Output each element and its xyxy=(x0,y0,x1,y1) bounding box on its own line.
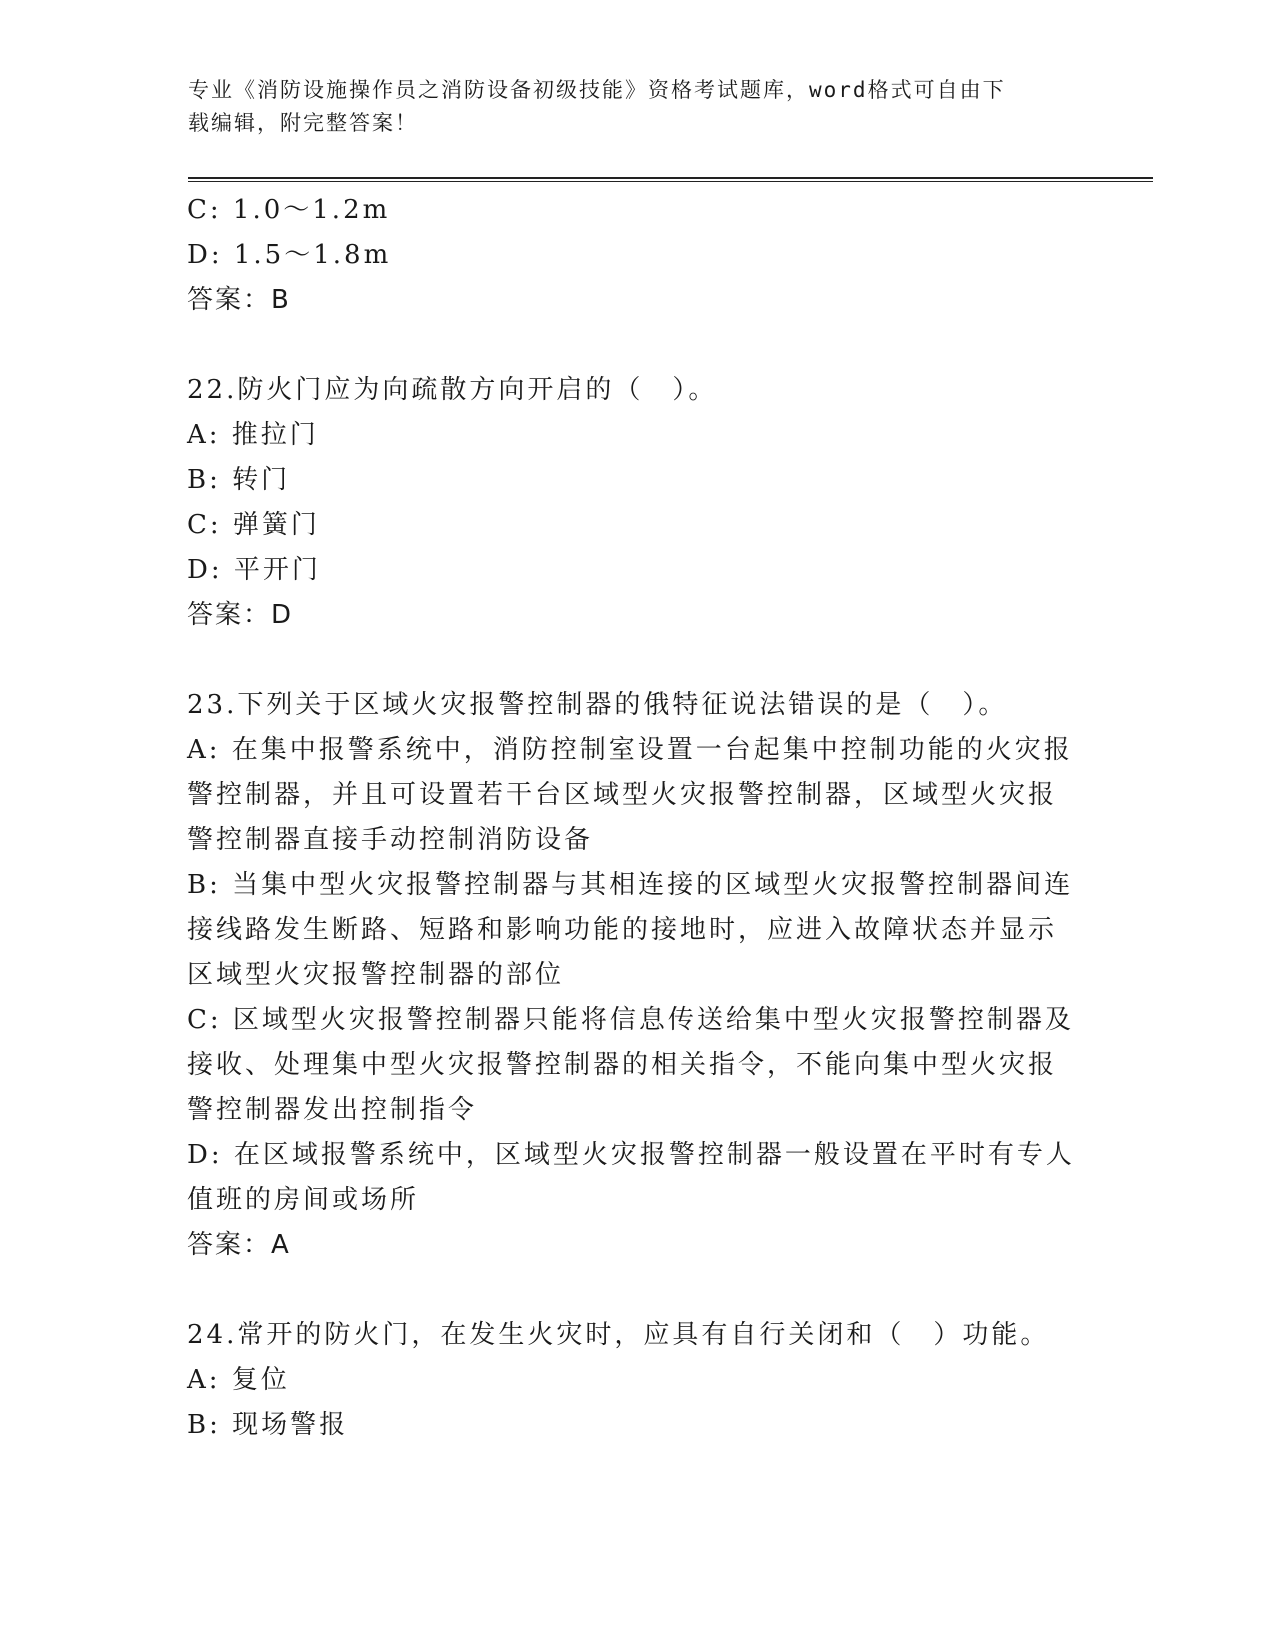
header-divider xyxy=(188,177,1153,182)
question-stem: 22.防火门应为向疏散方向开启的（ ）。 xyxy=(187,375,718,405)
option-a-line: 警控制器直接手动控制消防设备 xyxy=(187,825,594,855)
option-a-line: A: 在集中报警系统中，消防控制室设置一台起集中控制功能的火灾报 xyxy=(187,735,1073,765)
option-b xyxy=(187,863,1087,998)
option-c xyxy=(187,998,1087,1133)
option-a: A: 复位 xyxy=(187,1365,290,1395)
option-d-line: D: 在区域报警系统中，区域型火灾报警控制器一般设置在平时有专人 xyxy=(187,1140,1075,1170)
option-c-line: C: 区域型火灾报警控制器只能将信息传送给集中型火灾报警控制器及 xyxy=(187,1005,1074,1035)
page-header xyxy=(188,74,1068,140)
option-d xyxy=(187,1133,1087,1223)
question-list xyxy=(187,188,1087,1448)
option-d-line: 值班的房间或场所 xyxy=(187,1185,420,1215)
option-a-line: 警控制器，并且可设置若干台区域型火灾报警控制器，区域型火灾报 xyxy=(187,780,1058,810)
option-b: B: 转门 xyxy=(187,465,291,495)
option-d: D: 平开门 xyxy=(187,555,321,585)
answer-label: 答案：B xyxy=(187,285,291,315)
option-b: B: 现场警报 xyxy=(187,1410,349,1440)
header-line-2: 载编辑，附完整答案！ xyxy=(188,111,418,135)
option-c: C: 弹簧门 xyxy=(187,510,320,540)
option-b-line: B: 当集中型火灾报警控制器与其相连接的区域型火灾报警控制器间连 xyxy=(187,870,1074,900)
spacer xyxy=(187,323,1087,368)
spacer xyxy=(187,1268,1087,1313)
answer-label: 答案：D xyxy=(187,600,294,630)
option-c-line: 接收、处理集中型火灾报警控制器的相关指令，不能向集中型火灾报 xyxy=(187,1050,1058,1080)
question-stem: 23.下列关于区域火灾报警控制器的俄特征说法错误的是（ ）。 xyxy=(187,690,1008,720)
option-d: D: 1.5～1.8m xyxy=(187,240,392,270)
option-c-line: 警控制器发出控制指令 xyxy=(187,1095,478,1125)
header-line-1: 专业《消防设施操作员之消防设备初级技能》资格考试题库，word格式可自由下 xyxy=(188,78,1006,102)
question-stem: 24.常开的防火门，在发生火灾时，应具有自行关闭和（ ）功能。 xyxy=(187,1320,1050,1350)
option-b-line: 区域型火灾报警控制器的部位 xyxy=(187,960,565,990)
answer-label: 答案：A xyxy=(187,1230,291,1260)
spacer xyxy=(187,638,1087,683)
option-a xyxy=(187,728,1087,863)
option-a: A: 推拉门 xyxy=(187,420,319,450)
option-b-line: 接线路发生断路、短路和影响功能的接地时，应进入故障状态并显示 xyxy=(187,915,1058,945)
option-c: C: 1.0～1.2m xyxy=(187,195,391,225)
